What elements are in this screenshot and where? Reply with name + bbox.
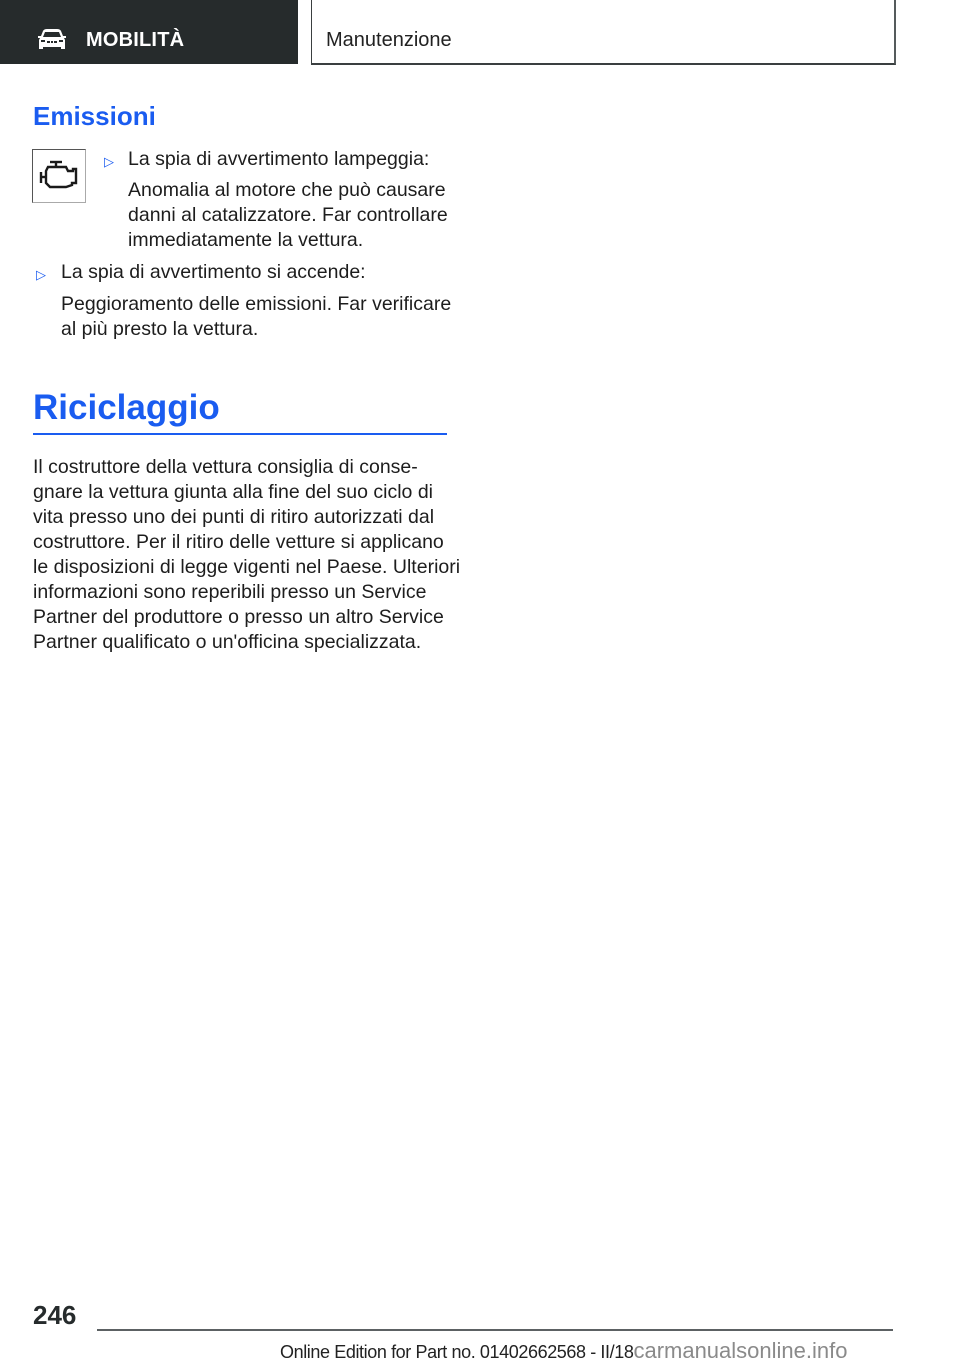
item-condition: La spia di avvertimento lampeggia: <box>128 148 430 170</box>
paragraph-line: le disposizioni di legge vigenti nel Paese. Ulteriori <box>33 556 461 578</box>
chapter-label: Manutenzione <box>326 29 452 51</box>
footer-divider <box>97 1329 893 1331</box>
section-label: MOBILITÀ <box>86 29 185 51</box>
car-front-icon <box>36 29 68 51</box>
paragraph-line: informazioni sono reperibili presso un Service <box>33 581 427 603</box>
chapter-tab <box>311 0 896 65</box>
item-text-line: Anomalia al motore che può causare <box>128 179 446 201</box>
paragraph-line: Partner qualificato o un'officina specializzata. <box>33 631 422 653</box>
bullet-icon: ▷ <box>36 267 46 282</box>
page-number: 246 <box>33 1300 77 1330</box>
heading-divider <box>33 433 447 435</box>
item-text-line: al più presto la vettura. <box>61 318 259 340</box>
engine-check-icon <box>32 149 86 203</box>
paragraph-line: costruttore. Per il ritiro delle vetture si applicano <box>33 531 444 553</box>
chapter-heading-riciclaggio: Riciclaggio <box>33 388 220 427</box>
item-text-line: immediatamente la vettura. <box>128 229 364 251</box>
paragraph-line: gnare la vettura giunta alla fine del suo ciclo di <box>33 481 433 503</box>
watermark: carmanualsonline.info <box>633 1338 848 1363</box>
bullet-icon: ▷ <box>104 154 114 169</box>
item-condition: La spia di avvertimento si accende: <box>61 261 366 283</box>
section-heading-emissioni: Emissioni <box>33 101 156 131</box>
item-text-line: Peggioramento delle emissioni. Far verificare <box>61 293 452 315</box>
paragraph-line: Il costruttore della vettura consiglia di conse- <box>33 456 418 478</box>
paragraph-line: Partner del produttore o presso un altro Service <box>33 606 444 628</box>
edition-text: Online Edition for Part no. 01402662568 - II/18 <box>280 1342 634 1362</box>
footer-edition <box>280 1338 847 1364</box>
item-text-line: danni al catalizzatore. Far controllare <box>128 204 448 226</box>
section-tab <box>0 0 298 64</box>
paragraph-line: vita presso uno dei punti di ritiro autorizzati dal <box>33 506 435 528</box>
